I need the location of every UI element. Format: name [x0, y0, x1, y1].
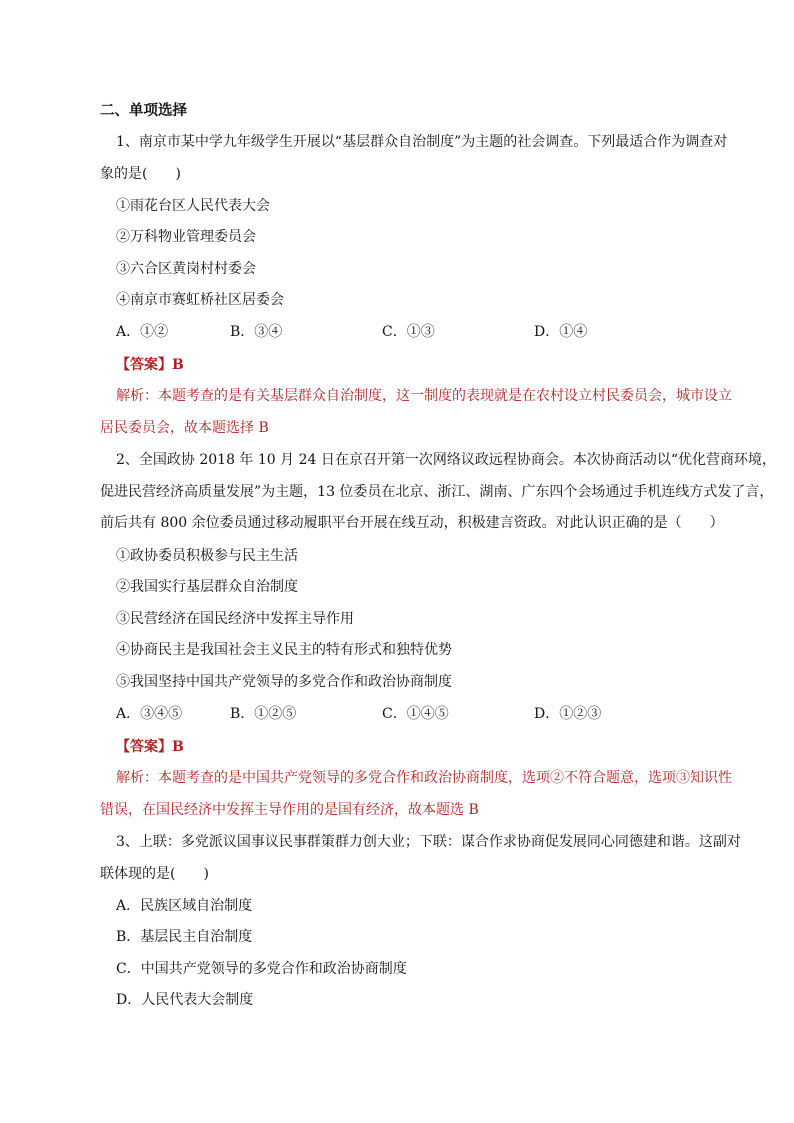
- question-1-item-3: ③六合区黄岗村村委会: [116, 261, 256, 277]
- question-2-answer: 【答案】B: [116, 739, 184, 755]
- question-2-analysis-line-2: 错误，在国民经济中发挥主导作用的是国有经济，故本题选 B: [100, 802, 479, 818]
- question-3-stem-line-1: 3、上联：多党派议国事议民事群策群力创大业；下联：谋合作求协商促发展同心同德建和谐。这副对: [116, 834, 741, 850]
- question-1-option-b: B．③④: [230, 324, 283, 340]
- question-1-stem-line-1: 1、南京市某中学九年级学生开展以“基层群众自治制度”为主题的社会调查。下列最适合作为调查对: [116, 134, 728, 150]
- question-2-option-d: D．①②③: [534, 706, 602, 722]
- question-1-analysis-line-2: 居民委员会，故本题选择 B: [100, 420, 269, 436]
- question-3-choice-c: C．中国共产党领导的多党合作和政治协商制度: [116, 961, 407, 977]
- question-1-item-1: ①雨花台区人民代表大会: [116, 198, 270, 214]
- question-2-item-1: ①政协委员积极参与民主生活: [116, 548, 298, 564]
- question-2-option-b: B．①②⑤: [230, 706, 297, 722]
- question-2-item-5: ⑤我国坚持中国共产党领导的多党合作和政治协商制度: [116, 674, 452, 690]
- question-2-option-c: C．①④⑤: [382, 706, 449, 722]
- section-title: 二、单项选择: [100, 102, 187, 119]
- question-1-option-d: D．①④: [534, 324, 588, 340]
- question-1-option-a: A．①②: [116, 324, 169, 340]
- question-2-stem-line-1: 2、全国政协 2018 年 10 月 24 日在京召开第一次网络议政远程协商会。本次协商活动以“优化营商环境，: [116, 452, 777, 468]
- question-2-stem-line-2: 促进民营经济高质量发展”为主题，13 位委员在北京、浙江、湖南、广东四个会场通过手机连线方式发了言，: [100, 484, 774, 500]
- question-2-option-a: A．③④⑤: [116, 706, 183, 722]
- question-2-stem-line-3: 前后共有 800 余位委员通过移动履职平台开展在线互动，积极建言资政。对此认识正确的是（ ）: [100, 515, 724, 531]
- question-1-option-c: C．①③: [382, 324, 435, 340]
- question-1-answer: 【答案】B: [116, 357, 184, 373]
- question-1-item-2: ②万科物业管理委员会: [116, 229, 256, 245]
- question-2-item-3: ③民营经济在国民经济中发挥主导作用: [116, 611, 354, 627]
- question-1-item-4: ④南京市赛虹桥社区居委会: [116, 292, 284, 308]
- question-2-item-4: ④协商民主是我国社会主义民主的特有形式和独特优势: [116, 642, 452, 658]
- question-2-analysis-line-1: 解析：本题考查的是中国共产党领导的多党合作和政治协商制度，选项②不符合题意，选项③知识性: [116, 770, 732, 786]
- question-3-choice-b: B．基层民主自治制度: [116, 929, 253, 945]
- question-3-stem-line-2: 联体现的是( ): [100, 866, 209, 882]
- question-2-item-2: ②我国实行基层群众自治制度: [116, 579, 298, 595]
- question-1-stem-line-2: 象的是( ): [100, 166, 181, 182]
- question-3-choice-d: D．人民代表大会制度: [116, 992, 254, 1008]
- question-3-choice-a: A．民族区域自治制度: [116, 898, 253, 914]
- question-1-analysis-line-1: 解析：本题考查的是有关基层群众自治制度，这一制度的表现就是在农村设立村民委员会，城市设立: [116, 388, 732, 404]
